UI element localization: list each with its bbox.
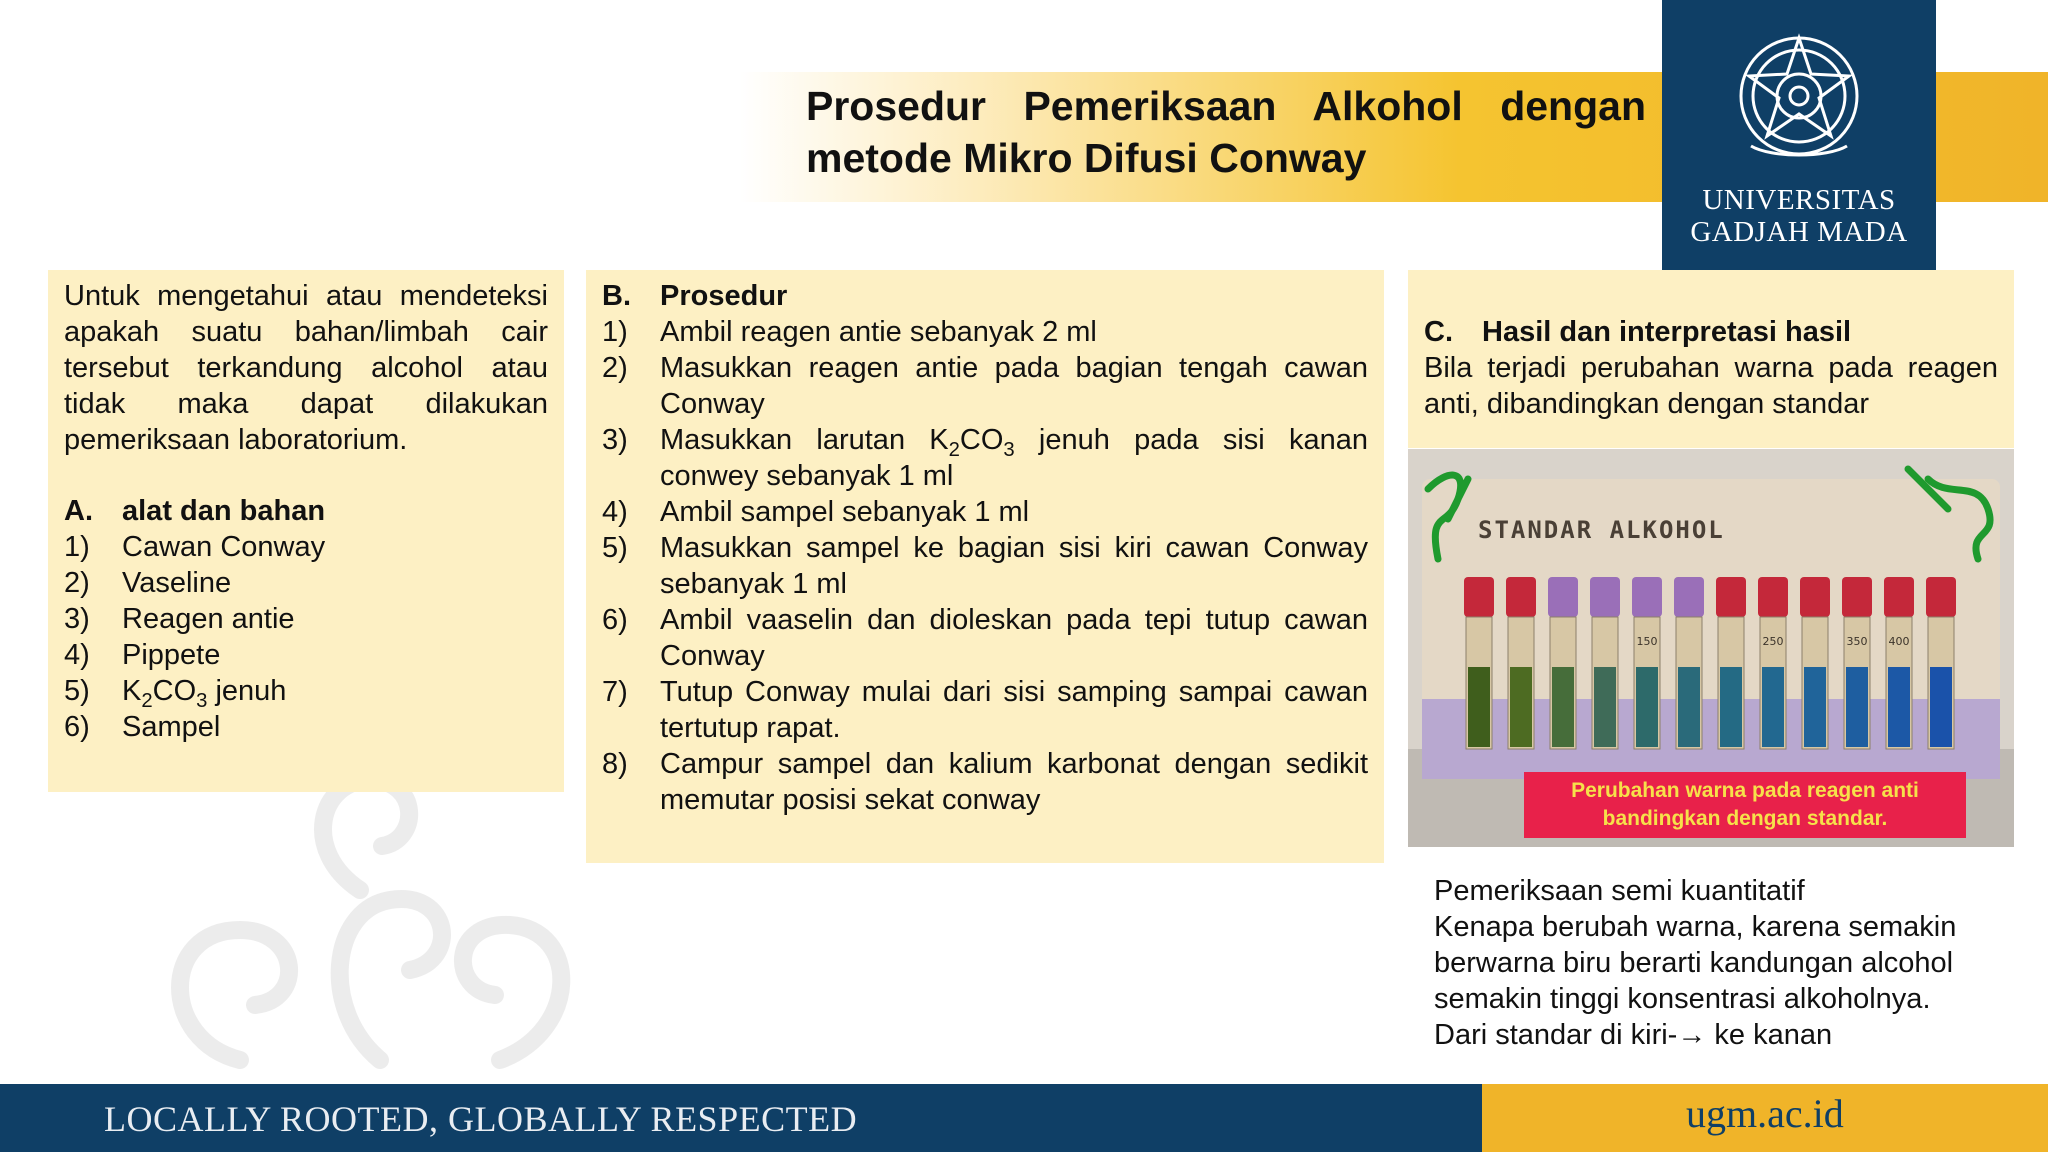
item-text: Sampel [122,711,221,743]
item-number: 4) [602,496,628,528]
item-text: Masukkan sampel ke bagian sisi kiri cawan Conway sebanyak 1 ml [660,532,1368,600]
footer-slogan: LOCALLY ROOTED, GLOBALLY RESPECTED [104,1099,858,1139]
tube-liquid [1468,667,1490,747]
heading-letter: C. [1424,316,1453,348]
standar-alkohol-photo [1408,449,2014,847]
tube-cap [1842,577,1872,617]
page-title: Prosedur Pemeriksaan Alkohol dengan metode Mikro Difusi Conway [806,83,1646,181]
item-text: Cawan Conway [122,531,326,563]
formula-subscript: 2 [948,438,960,461]
tube-liquid [1636,667,1658,747]
background-swirl-icon [120,760,600,1080]
item-number: 5) [602,532,628,564]
item-number: 3) [602,424,628,456]
tube-label: 350 [1846,635,1868,648]
notes-block [1434,873,1994,1053]
item-number: 2) [602,352,628,384]
item-number: 7) [602,676,628,708]
list-item [602,494,1368,530]
tube-label: 150 [1636,635,1658,648]
item-text: Masukkan reagen antie pada bagian tengah cawan Conway [660,352,1368,420]
item-text: Tutup Conway mulai dari sisi samping sampai cawan tertutup rapat. [660,676,1368,744]
item-number: 4) [64,639,90,671]
list-item [602,422,1368,494]
logo-line-1: UNIVERSITAS [1702,184,1896,216]
item-number: 5) [64,675,90,707]
tube-liquid [1804,667,1826,747]
ugm-logo-text [1662,184,1936,248]
tube-cap [1590,577,1620,617]
list-alat-bahan [64,529,548,745]
heading-alat-bahan [64,493,325,529]
caption-line-2: bandingkan dengan standar. [1602,807,1888,830]
item-text: Ambil reagen antie sebanyak 2 ml [660,316,1097,348]
tube-liquid [1888,667,1910,747]
list-item [64,601,548,637]
heading-letter: B. [602,280,631,312]
tube-liquid [1762,667,1784,747]
list-item [64,673,548,712]
tube-cap [1548,577,1578,617]
intro-paragraph: Untuk mengetahui atau mendeteksi apakah suatu bahan/limbah cair tersebut terkandung alcohol atau tidak maka dapat dilakukan pemeriksaan laboratorium. [64,280,548,456]
formula-part: Masukkan larutan K [660,424,949,456]
note-line: Pemeriksaan semi kuantitatif [1434,875,1805,907]
tube-liquid [1678,667,1700,747]
tube-liquid [1510,667,1532,747]
ugm-emblem-icon [1731,26,1867,166]
logo-line-2: GADJAH MADA [1690,216,1908,248]
note-line: Dari standar di kiri-→ ke kanan [1434,1019,1833,1051]
list-item [602,530,1368,602]
note-line: Kenapa berubah warna, karena semakin [1434,911,1957,943]
tube-label: 400 [1888,635,1910,648]
tube-cap [1716,577,1746,617]
item-text: Campur sampel dan kalium karbonat dengan sedikit memutar posisi sekat conway [660,748,1368,816]
heading-text: Prosedur [660,280,788,312]
item-text [122,673,548,712]
item-text: Ambil vaaselin dan dioleskan pada tepi tutup cawan Conway [660,604,1368,672]
heading-text: Hasil dan interpretasi hasil [1482,316,1852,348]
tube-cap [1464,577,1494,617]
tube-label: 250 [1762,635,1784,648]
tube-liquid [1552,667,1574,747]
item-text: Ambil sampel sebanyak 1 ml [660,496,1030,528]
formula-part: CO [152,675,197,707]
heading-letter: A. [64,495,93,527]
caption-line-1: Perubahan warna pada reagen anti [1571,779,1919,802]
list-item [602,314,1368,350]
tube-cap [1884,577,1914,617]
item-number: 6) [64,711,90,743]
formula-subscript: 3 [196,689,208,712]
item-number: 8) [602,748,628,780]
tube-cap [1800,577,1830,617]
list-item [602,746,1368,818]
list-item [602,674,1368,746]
photo-label: STANDAR ALKOHOL [1478,516,1725,544]
list-item [64,565,548,601]
formula-part: CO [959,424,1004,456]
note-line: berwarna biru berarti kandungan alcohol [1434,947,1954,979]
heading-prosedur [602,278,787,314]
ugm-logo [1662,0,1936,270]
tube-cap [1926,577,1956,617]
formula-subscript: 2 [141,689,153,712]
footer-site-link[interactable]: ugm.ac.id [1686,1091,1844,1136]
item-text: Vaseline [122,567,232,599]
tube-liquid [1720,667,1742,747]
tube-cap [1632,577,1662,617]
item-number: 1) [64,531,90,563]
item-number: 1) [602,316,628,348]
list-item [64,709,548,745]
photo-caption [1524,772,1966,838]
list-item [602,602,1368,674]
list-prosedur [602,314,1368,818]
list-item [64,529,548,565]
formula-part: K [122,675,142,707]
heading-text: alat dan bahan [122,495,326,527]
list-item [64,637,548,673]
item-number: 3) [64,603,90,635]
item-text: Reagen antie [122,603,295,635]
tube-liquid [1846,667,1868,747]
tube-cap [1758,577,1788,617]
tube-cap [1674,577,1704,617]
formula-part: jenuh pada sisi kanan conwey sebanyak 1 ml [660,424,1368,492]
tube-liquid [1930,667,1952,747]
tube-cap [1506,577,1536,617]
heading-hasil [1424,314,1851,350]
item-number: 2) [64,567,90,599]
tube-liquid [1594,667,1616,747]
formula-subscript: 3 [1003,438,1015,461]
formula-part: jenuh [207,675,287,707]
hasil-paragraph: Bila terjadi perubahan warna pada reagen anti, dibandingkan dengan standar [1424,352,1998,420]
note-line: semakin tinggi konsentrasi alkoholnya. [1434,983,1931,1015]
item-text: Pippete [122,639,221,671]
item-text [660,422,1368,494]
list-item [602,350,1368,422]
item-number: 6) [602,604,628,636]
